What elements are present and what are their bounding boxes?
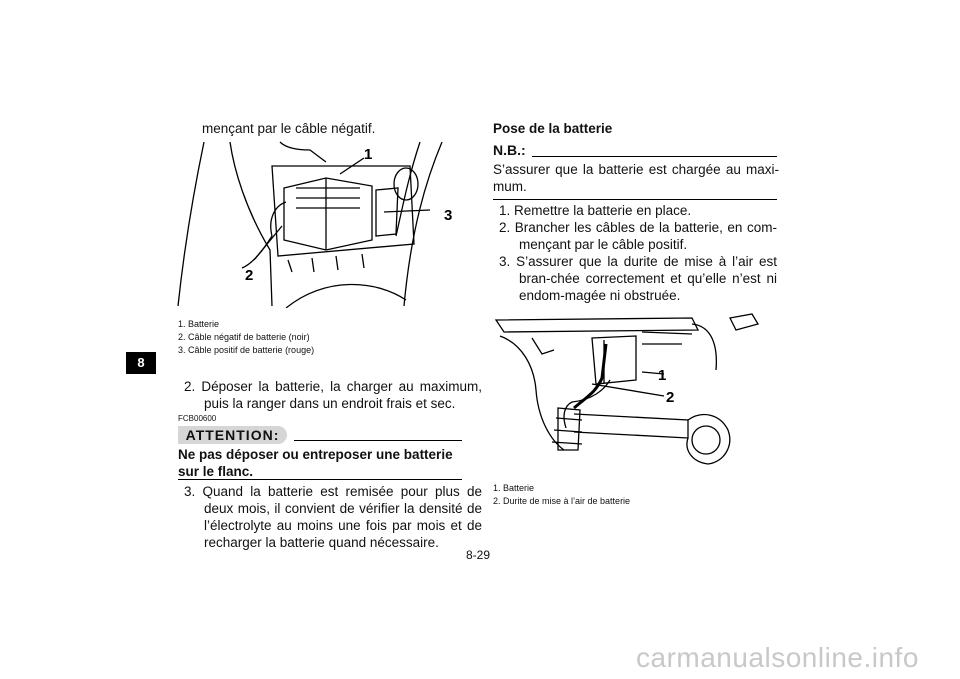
figure-1-label-3: 3 [444, 207, 453, 224]
step-3-text: 3. Quand la batterie est remisée pour plus de deux mois, il convient de vérifier la densité de l’électrolyte au moins une fois par mois et de recharger la batterie quand nécessaire. [184, 484, 482, 550]
attention-text: Ne pas déposer ou entreposer une batterie sur le flanc. [178, 447, 453, 479]
caption-item: 2. Câble négatif de batterie (noir) [178, 332, 310, 342]
caption-item: 3. Câble positif de batterie (rouge) [178, 345, 315, 355]
attention-label: ATTENTION: [178, 426, 287, 444]
reference-code: FCB00600 [178, 414, 217, 423]
nb-text: S’assurer que la batterie est chargée au maxi-mum. [493, 162, 779, 194]
caption-item: 1. Batterie [178, 319, 220, 329]
nb-rule [532, 156, 777, 157]
battery-installation-illustration [492, 310, 782, 478]
nb-end-rule [493, 199, 777, 200]
nb-label: N.B.: [493, 142, 526, 158]
install-steps [499, 202, 777, 304]
figure-2-label-1: 1 [658, 367, 667, 384]
attention-end-rule [178, 479, 462, 480]
caption-item: 1. Batterie [493, 483, 535, 493]
step-item: 3. S’assurer que la durite de mise à l’air est bran-chée correctement et qu’elle n’est ni endom-magée ni obstruée. [499, 254, 777, 303]
step-2-text: 2. Déposer la batterie, la charger au maximum, puis la ranger dans un endroit frais et sec. [184, 379, 482, 411]
figure-1-label-1: 1 [364, 146, 373, 163]
section-tab: 8 [126, 352, 156, 374]
battery-removal-illustration [176, 140, 466, 308]
figure-2-label-2: 2 [666, 389, 675, 406]
watermark-text: carmanualsonline.info [636, 642, 919, 673]
caption-item: 2. Durite de mise à l’air de batterie [493, 496, 631, 506]
figure-1-label-2: 2 [245, 267, 254, 284]
step-item: 2. Brancher les câbles de la batterie, en com-mençant par le câble positif. [499, 220, 777, 252]
step-item: 1. Remettre la batterie en place. [499, 203, 692, 218]
intro-text: mençant par le câble négatif. [202, 121, 376, 136]
page-number: 8-29 [466, 548, 491, 562]
attention-rule [294, 440, 462, 441]
section-heading: Pose de la batterie [493, 121, 613, 136]
figure-1-captions [178, 318, 458, 357]
figure-2-captions [493, 482, 773, 508]
